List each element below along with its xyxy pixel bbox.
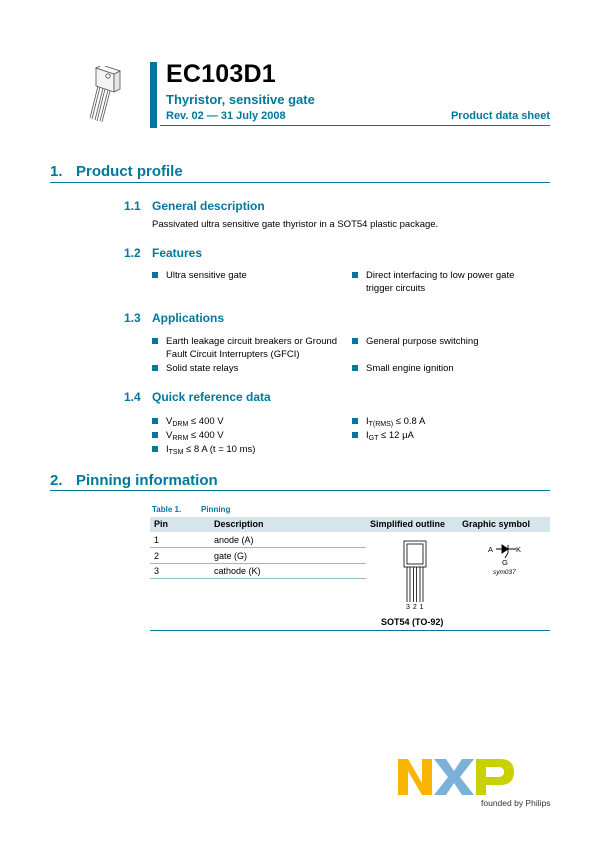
doc-type-label: Product data sheet	[450, 110, 550, 122]
feature-item: Ultra sensitive gate	[166, 270, 247, 281]
thyristor-symbol-icon	[496, 543, 516, 559]
bullet-icon	[152, 365, 158, 371]
symbol-label-k: K	[516, 545, 522, 554]
section-title: Pinning information	[76, 472, 218, 489]
bullet-icon	[352, 338, 358, 344]
package-illustration	[78, 66, 124, 122]
page-title: EC103D1	[166, 60, 276, 88]
table-bottom-rule	[150, 630, 550, 631]
feature-item: Direct interfacing to low power gate trigger circuits	[366, 270, 515, 294]
quick-ref-vdrm: $V_{DRM} \le 400$ V	[166, 416, 224, 428]
subsection-title: Features	[152, 246, 203, 260]
outline-pin-numbers: 3 2 1	[406, 604, 425, 611]
bullet-icon	[352, 432, 358, 438]
logo-tagline: founded by Philips	[481, 798, 551, 808]
general-description-text: Passivated ultra sensitive gate thyristor in a SOT54 plastic package.	[152, 219, 439, 230]
quick-ref-itsm: $I_{TSM} \le 8$ A (t = 10 ms)	[166, 444, 256, 456]
section-number: 1.	[50, 163, 63, 180]
application-item: Small engine ignition	[366, 363, 454, 374]
section-rule	[50, 490, 550, 491]
bullet-icon	[152, 272, 158, 278]
subsection-number: 1.2	[124, 246, 141, 260]
table-header-description: Description	[214, 519, 264, 529]
subsection-number: 1.4	[124, 390, 141, 404]
bullet-icon	[152, 432, 158, 438]
table-row-rule	[150, 578, 366, 579]
section-rule	[50, 182, 550, 183]
table-header-outline: Simplified outline	[370, 519, 446, 529]
symbol-reference: sym037	[493, 569, 516, 576]
bullet-icon	[152, 446, 158, 452]
table-cell-pin: 3	[154, 566, 160, 576]
quick-ref-vrrm: $V_{RRM} \le 400$ V	[166, 430, 224, 442]
bullet-icon	[152, 338, 158, 344]
bullet-icon	[352, 418, 358, 424]
application-item: General purpose switching	[366, 336, 479, 347]
table-header-pin: Pin	[154, 519, 169, 529]
table-row-rule	[150, 563, 366, 564]
subsection-title: Applications	[152, 311, 225, 325]
header-rule	[160, 125, 550, 126]
revision-label: Rev. 02 — 31 July 2008	[166, 110, 286, 122]
table-cell-description: gate (G)	[214, 551, 248, 561]
bullet-icon	[352, 272, 358, 278]
header-accent-bar	[150, 62, 157, 128]
table-header-symbol: Graphic symbol	[462, 519, 531, 529]
application-item: Earth leakage circuit breakers or Ground Fault Circuit Interrupters (GFCI)	[166, 336, 338, 360]
application-item: Solid state relays	[166, 363, 239, 374]
table-cell-description: cathode (K)	[214, 566, 261, 576]
subsection-number: 1.3	[124, 311, 141, 325]
quick-ref-itrms: $I_{T(RMS)} \le 0.8$ A	[366, 416, 426, 428]
section-number: 2.	[50, 472, 63, 489]
subsection-number: 1.1	[124, 199, 141, 213]
bullet-icon	[352, 365, 358, 371]
nxp-logo	[396, 755, 556, 811]
bullet-icon	[152, 418, 158, 424]
symbol-label-g: G	[502, 558, 508, 567]
section-title: Product profile	[76, 163, 183, 180]
to92-outline-drawing	[395, 540, 435, 606]
subsection-title: Quick reference data	[152, 390, 271, 404]
table-cell-pin: 2	[154, 551, 160, 561]
table-caption-number: Table 1.	[152, 505, 182, 514]
quick-ref-igt: $I_{GT} \le 12$ μA	[366, 430, 414, 442]
page-subtitle: Thyristor, sensitive gate	[166, 92, 315, 107]
outline-package-label: SOT54 (TO-92)	[381, 617, 444, 627]
table-cell-pin: 1	[154, 535, 160, 545]
table-cell-description: anode (A)	[214, 535, 254, 545]
table-row-rule	[150, 547, 366, 548]
subsection-title: General description	[152, 199, 265, 213]
table-caption-title: Pinning	[201, 505, 231, 514]
symbol-label-a: A	[488, 545, 494, 554]
